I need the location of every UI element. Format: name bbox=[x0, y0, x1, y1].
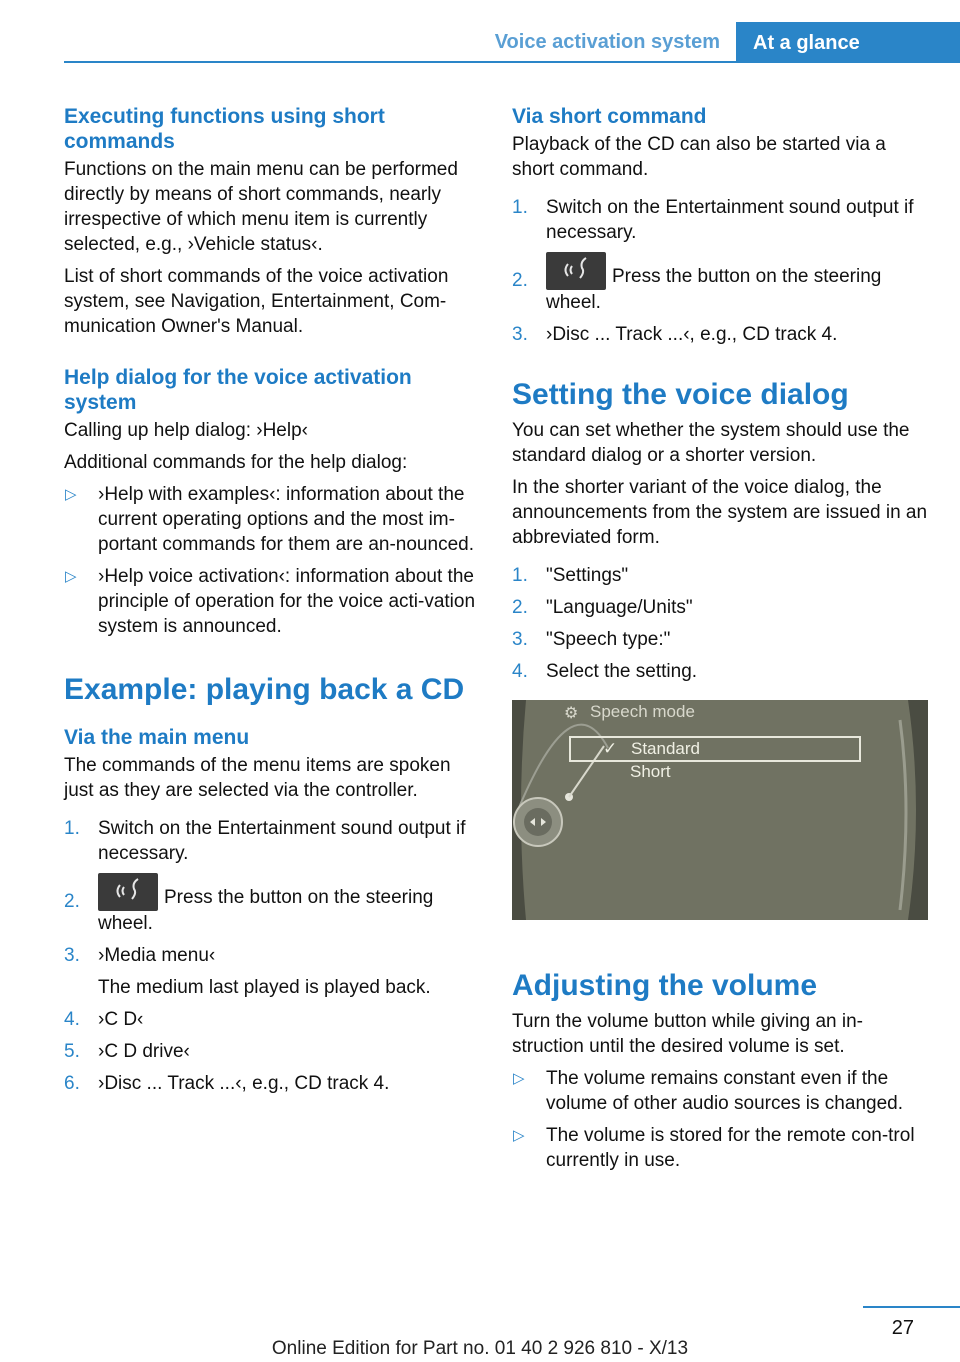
paragraph-help-1: Calling up help dialog: ›Help‹ bbox=[64, 420, 308, 441]
list-item: ▷ ›Help voice activation‹: information about the principle of operation for the voice acti-vation system is announced. bbox=[65, 566, 476, 637]
right-column bbox=[512, 104, 928, 1173]
display-frame-graphic bbox=[512, 700, 928, 920]
list-item: 2. "Language/Units" bbox=[512, 597, 693, 618]
paragraph-dialog-1: You can set whether the system should use the standard dialog or a shorter version. bbox=[512, 420, 910, 466]
list-item: 3. "Speech type:" bbox=[512, 629, 671, 650]
footer-edition: Online Edition for Part no. 01 40 2 926 810 - X/13 bbox=[271, 1338, 689, 1359]
list-item: 1. Switch on the Entertainment sound output if necessary. bbox=[64, 818, 466, 864]
speech-mode-screenshot bbox=[512, 700, 928, 920]
checkmark-icon: ✓ bbox=[603, 739, 618, 758]
screen-title: Speech mode bbox=[590, 702, 695, 721]
footer-rule bbox=[863, 1306, 960, 1308]
heading-help-dialog: Help dialog for the voice activation system bbox=[64, 366, 412, 414]
paragraph-main-menu: The commands of the menu items are spoken just as they are selected via the controller. bbox=[64, 755, 451, 801]
heading-volume: Adjusting the volume bbox=[512, 969, 818, 1002]
triangle-bullet-icon: ▷ bbox=[513, 1070, 525, 1087]
list-item: 2. Press the button on the steering wheel. bbox=[64, 873, 482, 936]
heading-short-command: Via short command bbox=[512, 105, 707, 128]
triangle-bullet-icon: ▷ bbox=[65, 568, 77, 585]
list-item: 3. ›Disc ... Track ...‹, e.g., CD track 4. bbox=[512, 324, 838, 345]
paragraph-short-commands-1: Functions on the main menu can be performed directly by means of short commands, nearly irrespective of which menu item is currently selected, e.g., ›Vehicle status‹. bbox=[64, 159, 458, 255]
heading-main-menu: Via the main menu bbox=[64, 726, 250, 749]
paragraph-short-commands-2: List of short commands of the voice activation system, see Navigation, Entertainment, Com-munication Owner's Manual. bbox=[64, 266, 449, 337]
volume-list bbox=[512, 1066, 928, 1173]
page-number: 27 bbox=[891, 1317, 914, 1339]
list-item: ▷ The volume is stored for the remote con-trol currently in use. bbox=[513, 1125, 915, 1171]
list-item: 4. Select the setting. bbox=[512, 661, 698, 682]
header-section-title: Voice activation system bbox=[494, 31, 720, 53]
voice-button-icon bbox=[98, 873, 158, 911]
dialog-steps bbox=[512, 563, 928, 684]
short-command-steps bbox=[512, 195, 928, 347]
list-item: 1. "Settings" bbox=[512, 565, 629, 586]
left-column bbox=[64, 104, 482, 1096]
list-item: 2. Press the button on the steering wheel. bbox=[512, 252, 928, 315]
header-chapter-tab: At a glance bbox=[736, 22, 960, 63]
paragraph-dialog-2: In the shorter variant of the voice dialog, the announcements from the system are issued in an abbreviated form. bbox=[512, 477, 928, 548]
list-item: 1. Switch on the Entertainment sound output if necessary. bbox=[512, 197, 914, 243]
list-item: 4. ›C D‹ bbox=[64, 1009, 144, 1030]
paragraph-short-command: Playback of the CD can also be started via a short command. bbox=[512, 134, 886, 180]
list-item: 3. ›Media menu‹ The medium last played is played back. bbox=[64, 945, 431, 998]
gear-icon: ⚙ bbox=[564, 705, 579, 722]
option-standard: ✓ Standard bbox=[569, 736, 861, 762]
list-item: 5. ›C D drive‹ bbox=[64, 1041, 190, 1062]
header-rule bbox=[64, 61, 960, 63]
help-list bbox=[64, 482, 482, 639]
triangle-bullet-icon: ▷ bbox=[65, 486, 77, 503]
heading-short-commands: Executing functions using short commands bbox=[64, 105, 385, 153]
triangle-bullet-icon: ▷ bbox=[513, 1127, 525, 1144]
voice-button-icon bbox=[546, 252, 606, 290]
option-short: Short bbox=[630, 762, 671, 781]
heading-example-cd: Example: playing back a CD bbox=[64, 673, 465, 706]
main-menu-steps bbox=[64, 816, 482, 1096]
paragraph-volume: Turn the volume button while giving an in-struction until the desired volume is set. bbox=[512, 1011, 863, 1057]
list-item: 6. ›Disc ... Track ...‹, e.g., CD track 4. bbox=[64, 1073, 390, 1094]
list-item: ▷ ›Help with examples‹: information about the current operating options and the most im-portant commands for them are an-nounced. bbox=[65, 484, 474, 555]
heading-voice-dialog: Setting the voice dialog bbox=[512, 378, 849, 411]
paragraph-help-2: Additional commands for the help dialog: bbox=[64, 452, 408, 473]
list-item: ▷ The volume remains constant even if the volume of other audio sources is changed. bbox=[513, 1068, 903, 1114]
